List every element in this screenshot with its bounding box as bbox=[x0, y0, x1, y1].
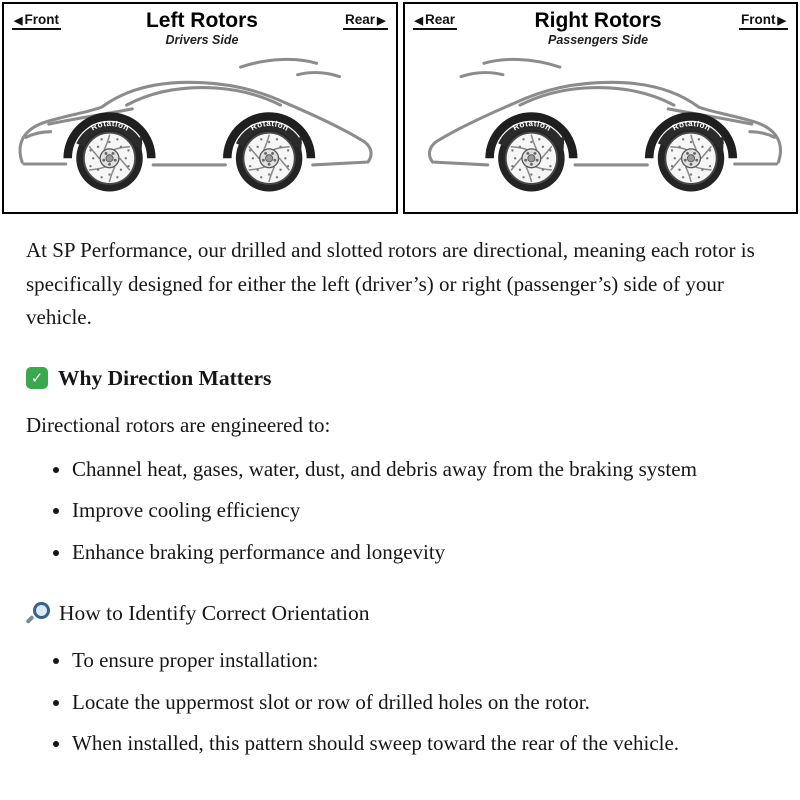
list-item: • Channel heat, gases, water, dust, and debris away from the braking system bbox=[72, 453, 774, 487]
section-title-text: Why Direction Matters bbox=[58, 365, 272, 390]
left-panel-header bbox=[12, 9, 388, 48]
list-item: • When installed, this pattern should sweep toward the rear of the vehicle. bbox=[72, 727, 774, 761]
engineered-to-lead: Directional rotors are engineered to: bbox=[26, 413, 331, 438]
intro-paragraph: At SP Performance, our drilled and slotted rotors are directional, meaning each rotor is specifically designed for either the left (driver’s) or right (passenger’s) side of your vehicle. bbox=[26, 238, 755, 330]
left-panel-titles bbox=[146, 9, 258, 48]
orientation-list bbox=[26, 644, 774, 761]
left-rotors-panel bbox=[2, 2, 398, 214]
list-item: • Enhance braking performance and longevity bbox=[72, 536, 774, 570]
panel-title: Left Rotors bbox=[145, 9, 258, 32]
magnifier-icon bbox=[26, 601, 49, 624]
front-arrow-label: ◀ Front bbox=[12, 12, 61, 30]
left-car-illustration bbox=[12, 50, 388, 202]
section-title-text: How to Identify Correct Orientation bbox=[59, 600, 370, 625]
right-panel-header bbox=[413, 9, 789, 48]
benefits-list bbox=[26, 453, 774, 570]
section-title-identify-orientation bbox=[26, 596, 774, 630]
check-icon: ✓ bbox=[26, 367, 48, 389]
right-car-illustration bbox=[413, 50, 789, 202]
rotation-label: Rotation bbox=[249, 118, 291, 133]
front-arrow-label: Front ▶ bbox=[739, 12, 788, 30]
list-item: • Improve cooling efficiency bbox=[72, 494, 774, 528]
rotation-label: Rotation bbox=[670, 118, 712, 133]
panel-subtitle: Passengers Side bbox=[547, 33, 649, 48]
right-panel-titles bbox=[534, 9, 661, 48]
list-item: • Locate the uppermost slot or row of drilled holes on the rotor. bbox=[72, 686, 774, 720]
rear-arrow-label: Rear ▶ bbox=[343, 12, 388, 30]
article-body bbox=[0, 214, 800, 779]
rotation-label: Rotation bbox=[89, 118, 131, 133]
section-title-why-direction-matters bbox=[26, 361, 774, 395]
right-rotors-panel bbox=[403, 2, 799, 214]
rotation-label: Rotation bbox=[510, 118, 553, 133]
list-item: • To ensure proper installation: bbox=[72, 644, 774, 678]
rear-arrow-label: ◀ Rear bbox=[413, 12, 458, 30]
rotor-direction-diagram bbox=[0, 0, 800, 214]
panel-title: Right Rotors bbox=[534, 9, 662, 32]
panel-subtitle: Drivers Side bbox=[165, 33, 239, 48]
